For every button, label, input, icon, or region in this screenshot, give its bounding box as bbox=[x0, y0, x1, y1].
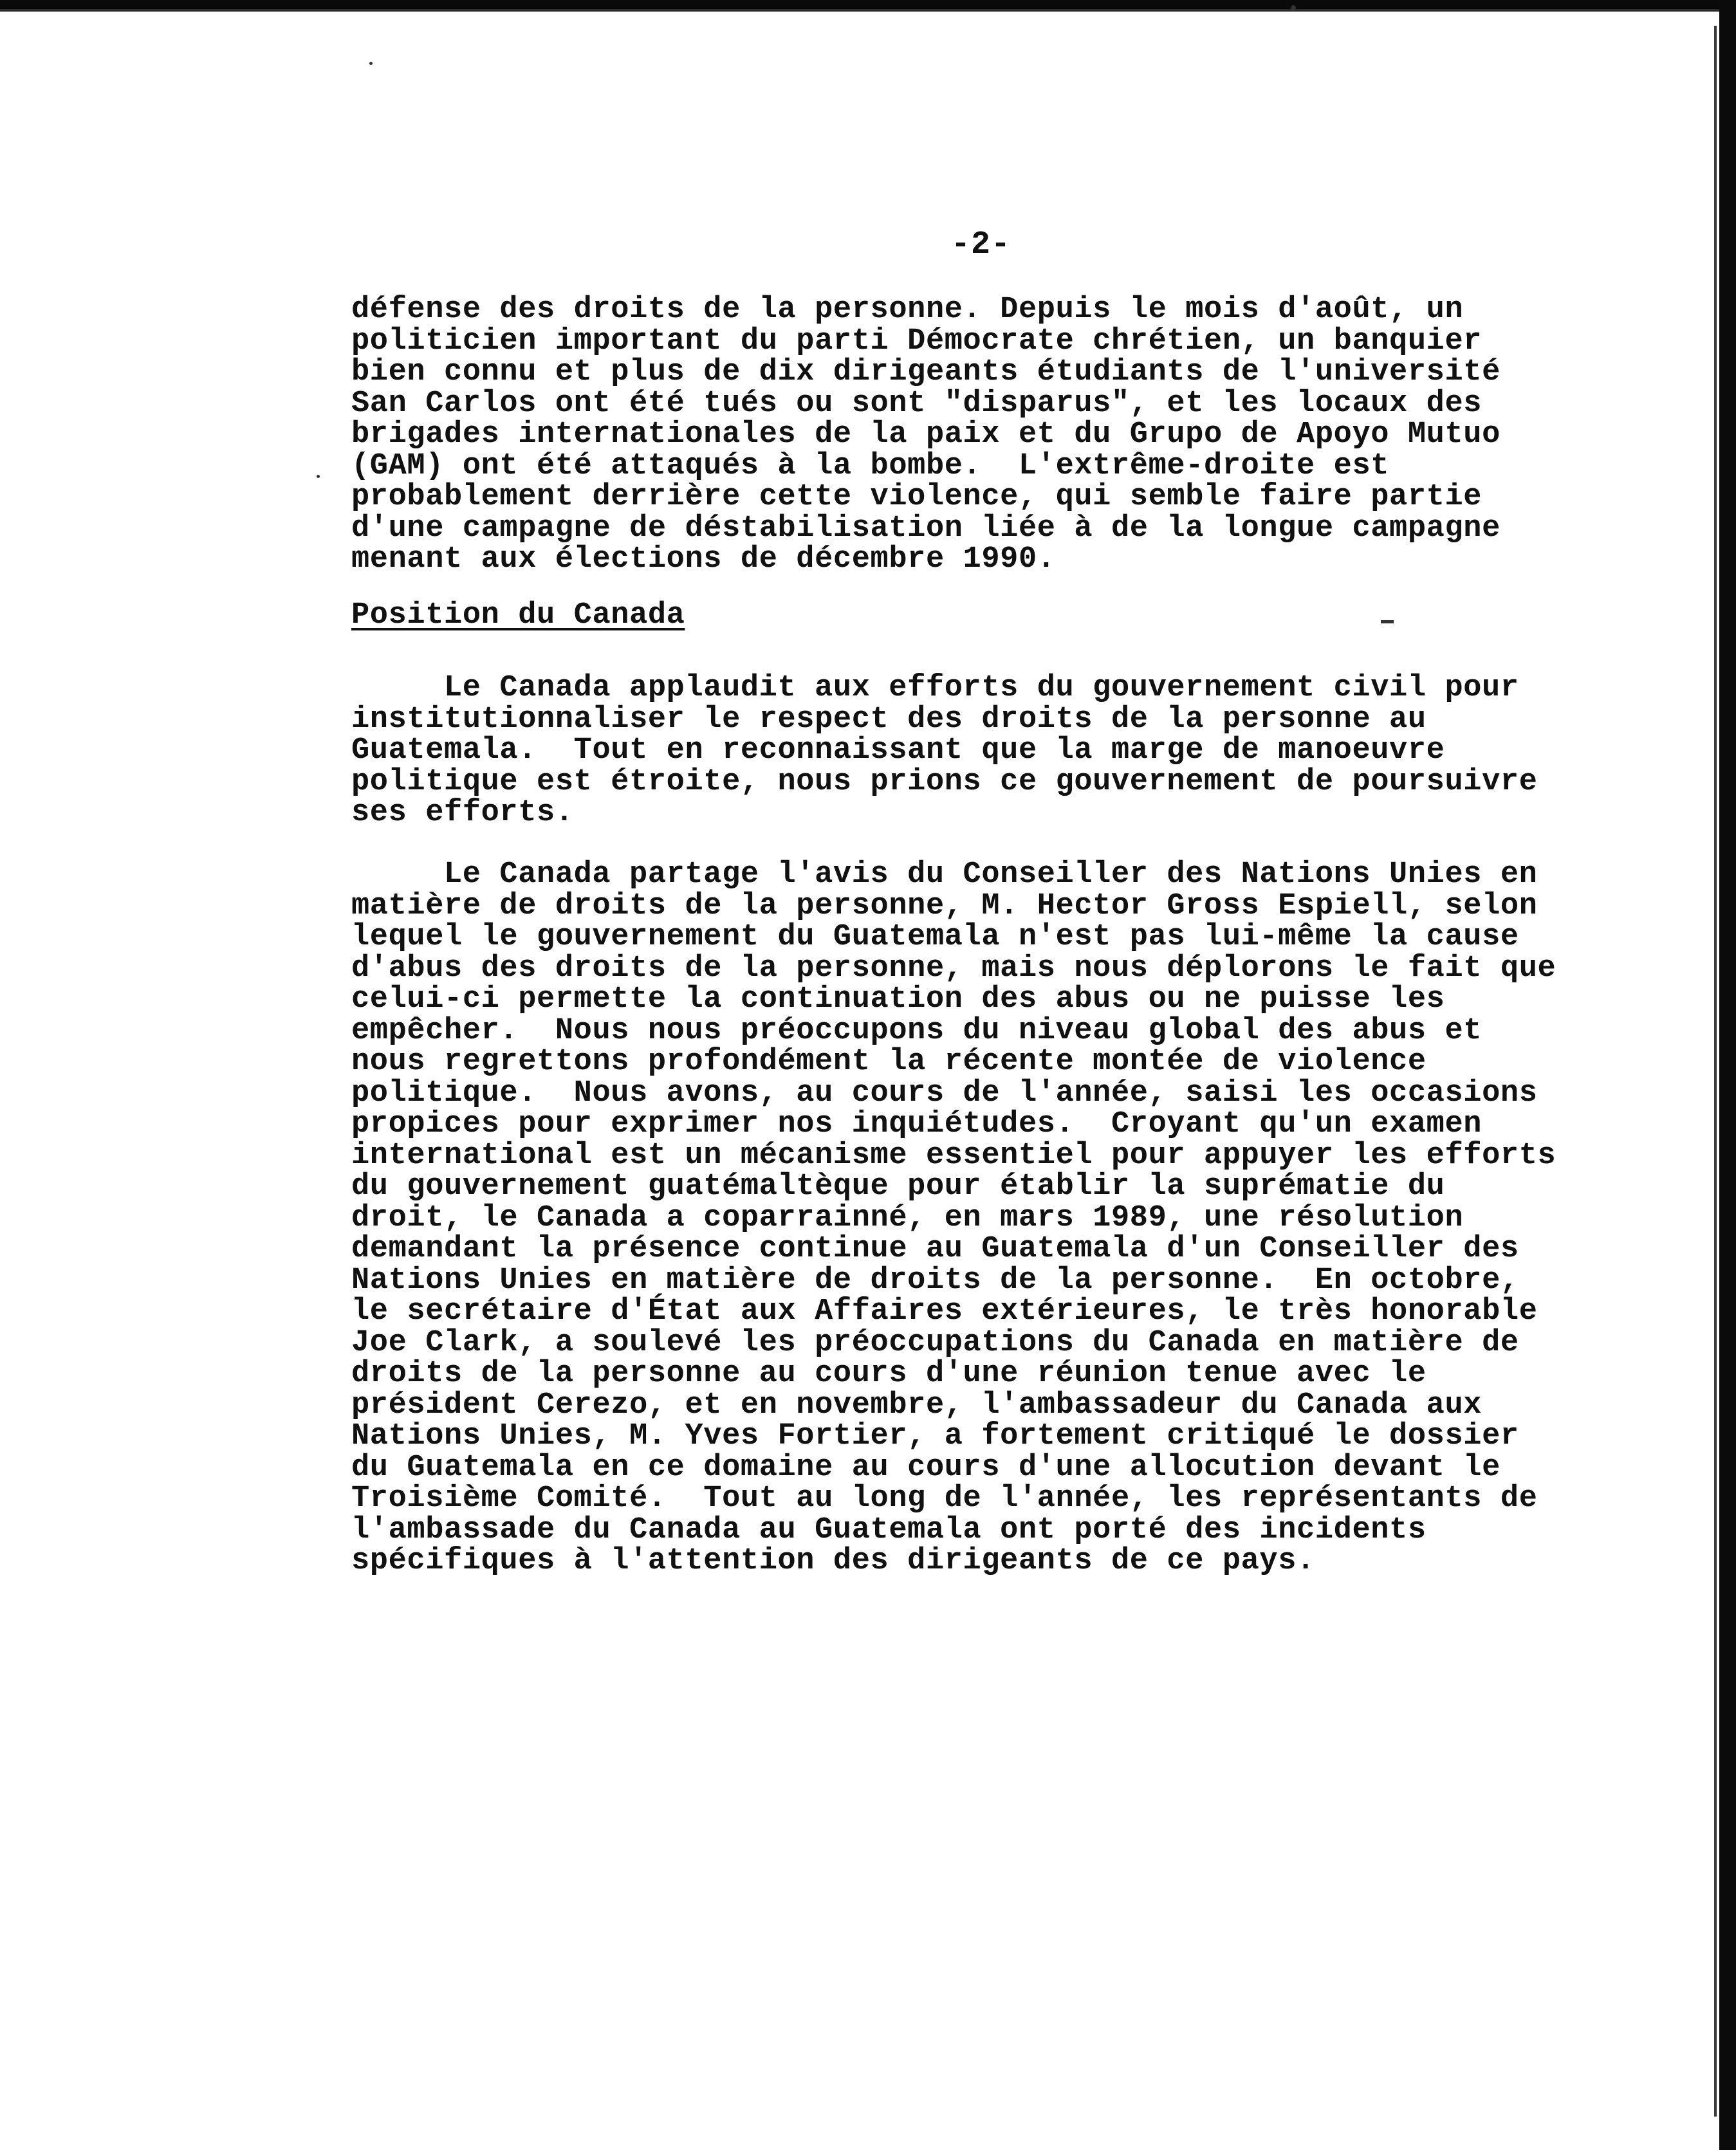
text-line: empêcher. Nous nous préoccupons du niveau global des abus et bbox=[351, 1013, 1482, 1048]
page-number: -2- bbox=[951, 226, 1011, 263]
text-line: droits de la personne au cours d'une réunion tenue avec le bbox=[351, 1357, 1427, 1391]
scan-right-edge bbox=[1717, 0, 1736, 2150]
text-line: lequel le gouvernement du Guatemala n'est pas lui-même la cause bbox=[351, 920, 1519, 954]
text-line: Nations Unies en matière de droits de la personne. En octobre, bbox=[351, 1263, 1519, 1298]
text-line: nous regrettons profondément la récente montée de violence bbox=[351, 1045, 1427, 1079]
text-line: d'abus des droits de la personne, mais nous déplorons le fait que bbox=[351, 951, 1556, 986]
text-line: spécifiques à l'attention des dirigeants de ce pays. bbox=[351, 1544, 1315, 1578]
text-line: celui-ci permette la continuation des abus ou ne puisse les bbox=[351, 982, 1445, 1016]
text-line: l'ambassade du Canada au Guatemala ont porté des incidents bbox=[351, 1512, 1427, 1547]
paragraph-3 bbox=[351, 859, 1645, 1577]
text-line: menant aux élections de décembre 1990. bbox=[351, 542, 1056, 576]
scan-speck bbox=[1291, 5, 1296, 12]
text-line: Le Canada applaudit aux efforts du gouvernement civil pour bbox=[444, 671, 1519, 705]
text-line: politique est étroite, nous prions ce gouvernement de poursuivre bbox=[351, 764, 1538, 799]
text-line: propices pour exprimer nos inquiétudes. Croyant qu'un examen bbox=[351, 1107, 1482, 1141]
text-line: Guatemala. Tout en reconnaissant que la marge de manoeuvre bbox=[351, 733, 1445, 767]
text-line: Nations Unies, M. Yves Fortier, a fortement critiqué le dossier bbox=[351, 1419, 1519, 1453]
text-line: (GAM) ont été attaqués à la bombe. L'extrême-droite est bbox=[351, 448, 1390, 483]
text-line: président Cerezo, et en novembre, l'ambassadeur du Canada aux bbox=[351, 1388, 1482, 1422]
text-line: Joe Clark, a soulevé les préoccupations du Canada en matière de bbox=[351, 1325, 1519, 1360]
text-line: bien connu et plus de dix dirigeants étudiants de l'université bbox=[351, 355, 1501, 389]
section-heading: Position du Canada bbox=[351, 598, 685, 632]
scan-speck bbox=[317, 475, 320, 478]
text-line: politique. Nous avons, au cours de l'année, saisi les occasions bbox=[351, 1076, 1538, 1110]
text-line: le secrétaire d'État aux Affaires extérieures, le très honorable bbox=[351, 1294, 1538, 1328]
text-line: institutionnaliser le respect des droits de la personne au bbox=[351, 702, 1427, 737]
scan-speck bbox=[369, 62, 373, 65]
text-line: international est un mécanisme essentiel pour appuyer les efforts bbox=[351, 1138, 1556, 1173]
paragraph-2 bbox=[351, 673, 1645, 829]
text-line: demandant la présence continue au Guatemala d'un Conseiller des bbox=[351, 1232, 1519, 1266]
text-line: du Guatemala en ce domaine au cours d'une allocution devant le bbox=[351, 1450, 1501, 1485]
text-line: droit, le Canada a coparrainné, en mars 1989, une résolution bbox=[351, 1200, 1464, 1235]
text-line: d'une campagne de déstabilisation liée à de la longue campagne bbox=[351, 511, 1501, 546]
stray-dash-mark bbox=[1381, 620, 1394, 623]
text-line: probablement derrière cette violence, qui semble faire partie bbox=[351, 480, 1482, 514]
text-line: défense des droits de la personne. Depuis le mois d'août, un bbox=[351, 293, 1464, 327]
text-line: politicien important du parti Démocrate chrétien, un banquier bbox=[351, 324, 1482, 358]
scan-top-edge bbox=[0, 0, 1736, 14]
paragraph-1 bbox=[351, 295, 1645, 576]
text-line: San Carlos ont été tués ou sont "disparus", et les locaux des bbox=[351, 386, 1482, 421]
text-line: matière de droits de la personne, M. Hector Gross Espiell, selon bbox=[351, 888, 1538, 923]
text-line: Troisième Comité. Tout au long de l'année, les représentants de bbox=[351, 1482, 1538, 1516]
text-line: brigades internationales de la paix et du Grupo de Apoyo Mutuo bbox=[351, 418, 1501, 452]
text-line: Le Canada partage l'avis du Conseiller des Nations Unies en bbox=[444, 858, 1538, 892]
text-line: du gouvernement guatémaltèque pour établir la suprématie du bbox=[351, 1170, 1445, 1204]
scan-right-inner-line bbox=[1714, 26, 1717, 2117]
text-line: ses efforts. bbox=[351, 796, 574, 830]
